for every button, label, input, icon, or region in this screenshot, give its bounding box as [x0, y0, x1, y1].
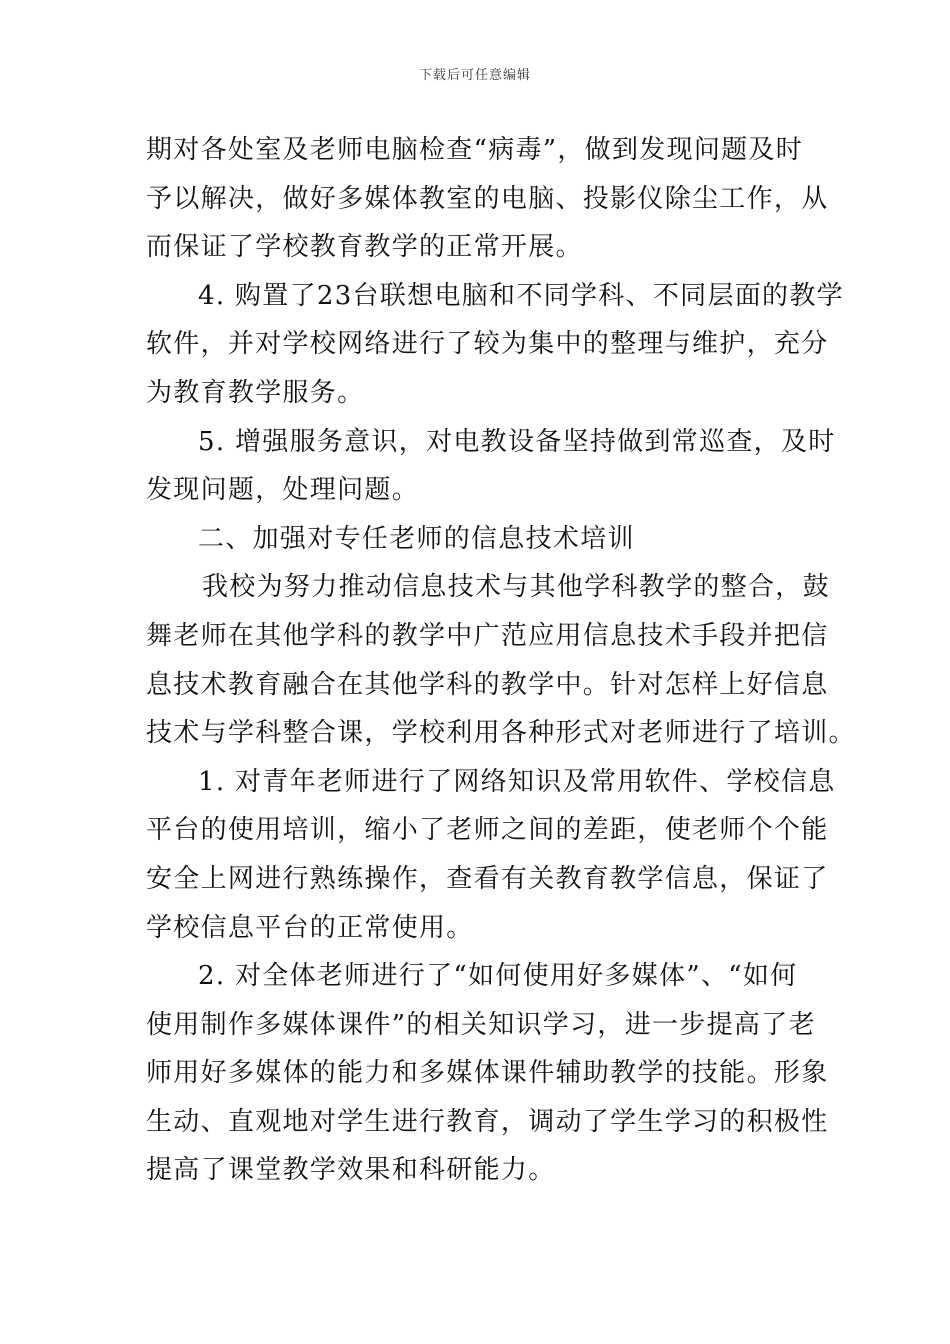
paragraph-item-1: [146, 758, 836, 952]
text-line: 4. 购置了23台联想电脑和不同学科、不同层面的教学: [198, 280, 844, 311]
text-line: 息技术教育融合在其他学科的教学中。针对怎样上好信息: [146, 669, 829, 700]
text-line: 舞老师在其他学科的教学中广范应用信息技术手段并把信: [146, 620, 829, 651]
paragraph-item-5: [146, 418, 836, 515]
section-heading-text: 二、加强对专任老师的信息技术培训: [198, 523, 635, 554]
paragraph-intro: [146, 563, 856, 757]
paragraph-item-2: [146, 952, 829, 1195]
text-line: 平台的使用培训，缩小了老师之间的差距，使老师个个能: [146, 815, 829, 846]
paragraph-item-4: [146, 272, 844, 418]
text-line: 学校信息平台的正常使用。: [146, 912, 474, 943]
text-line: 为教育教学服务。: [146, 377, 365, 408]
text-line: 我校为努力推动信息技术与其他学科教学的整合，鼓: [202, 572, 830, 603]
text-line: 2. 对全体老师进行了“如何使用好多媒体”、“如何: [198, 961, 798, 992]
text-line: 提高了课堂教学效果和科研能力。: [146, 1155, 556, 1186]
paragraph-continuation: [146, 126, 829, 272]
text-line: 生动、直观地对学生进行教育，调动了学生学习的积极性: [146, 1106, 829, 1137]
text-line: 5. 增强服务意识，对电教设备坚持做到常巡查，及时: [198, 426, 836, 457]
text-line: 技术与学科整合课，学校利用各种形式对老师进行了培训。: [146, 718, 856, 749]
section-heading: [146, 515, 810, 564]
text-line: 予以解决，做好多媒体教室的电脑、投影仪除尘工作，从: [146, 183, 829, 214]
text-line: 软件，并对学校网络进行了较为集中的整理与维护，充分: [146, 329, 829, 360]
page-header: 下载后可任意编辑: [418, 68, 531, 83]
text-line: 1. 对青年老师进行了网络知识及常用软件、学校信息: [198, 766, 836, 797]
document-body: [146, 126, 856, 1195]
text-line: 期对各处室及老师电脑检查“病毒”，做到发现问题及时: [146, 135, 804, 165]
text-line: 而保证了学校教育教学的正常开展。: [146, 232, 583, 263]
text-line: 安全上网进行熟练操作，查看有关教育教学信息，保证了: [146, 863, 829, 894]
text-line: 使用制作多媒体课件”的相关知识学习，进一步提高了老: [146, 1009, 816, 1040]
text-line: 发现问题，处理问题。: [146, 475, 420, 506]
text-line: 师用好多媒体的能力和多媒体课件辅助教学的技能。形象: [146, 1058, 829, 1089]
